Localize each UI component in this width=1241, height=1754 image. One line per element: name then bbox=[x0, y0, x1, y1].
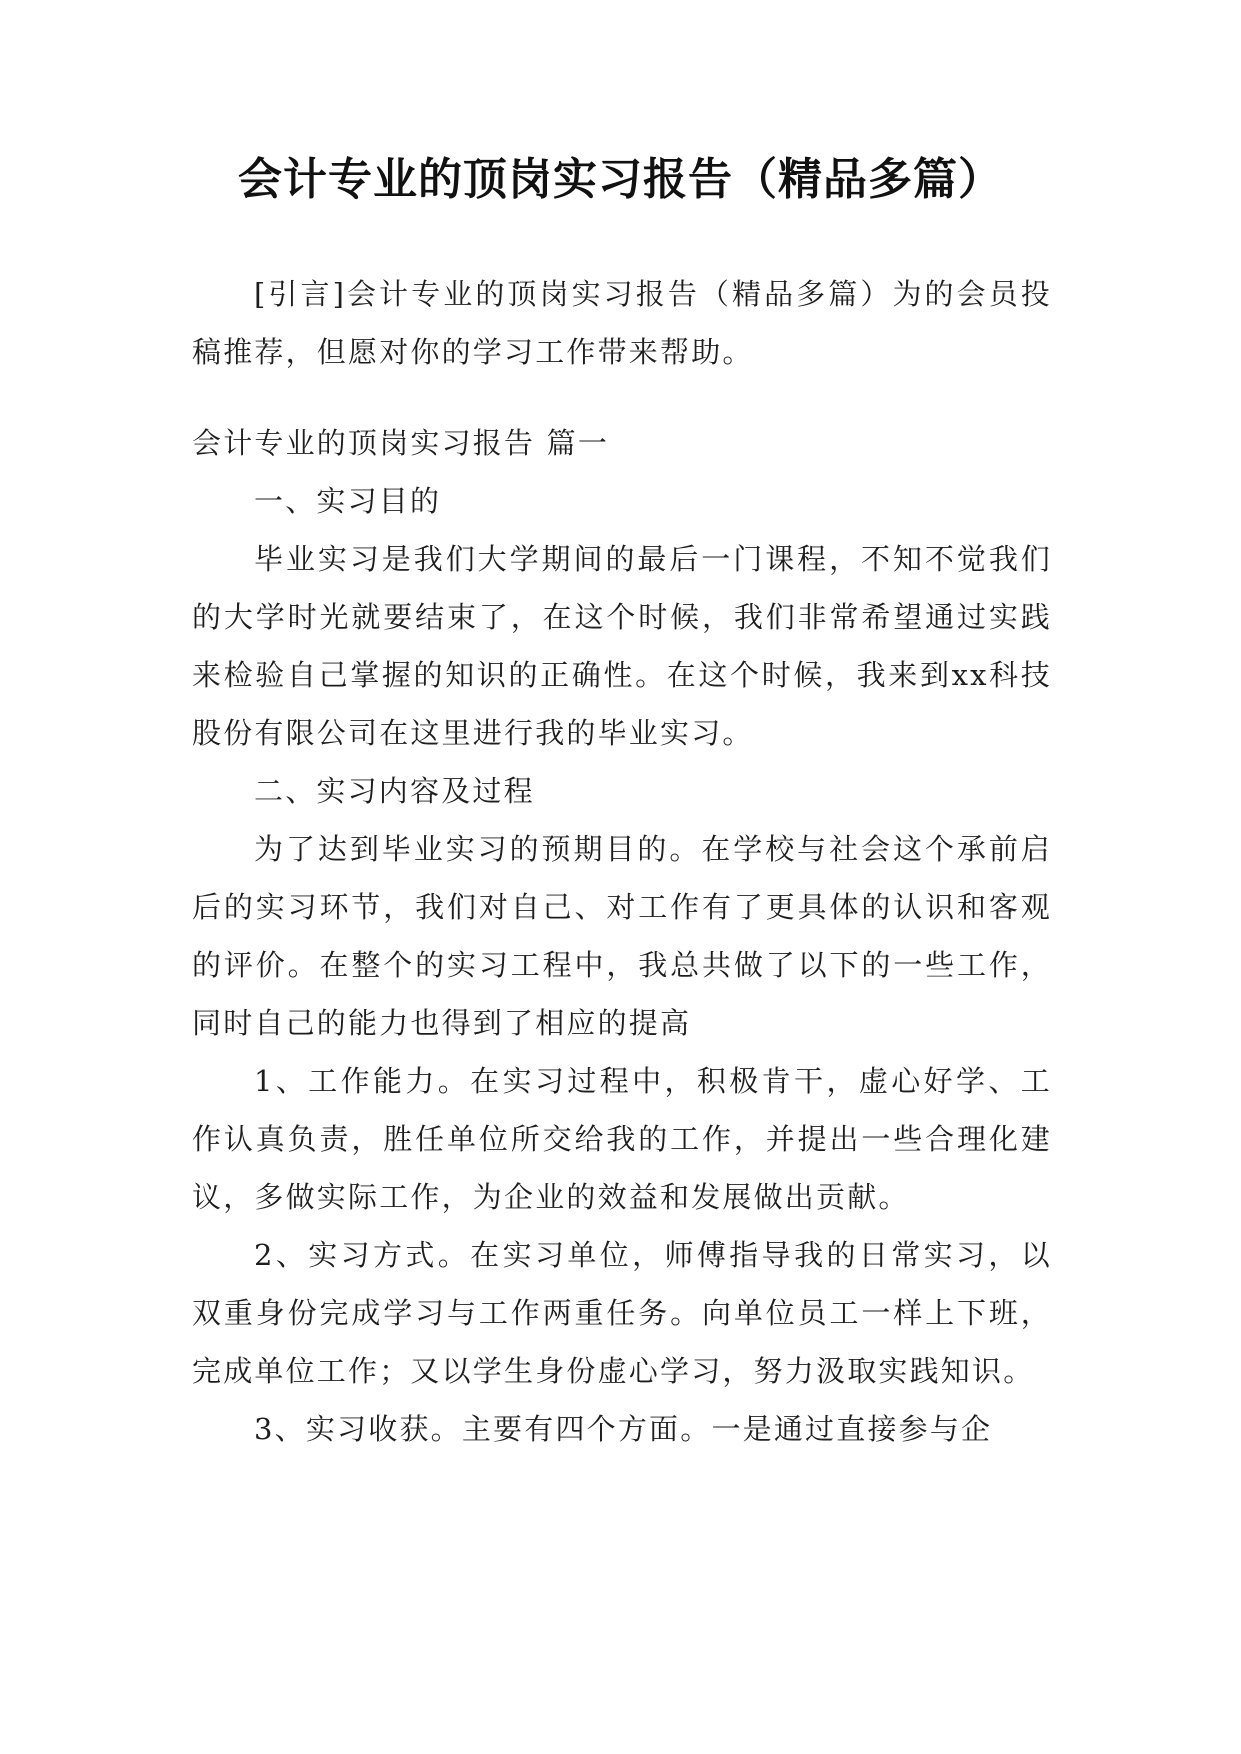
document-title: 会计专业的顶岗实习报告（精品多篇） bbox=[238, 154, 1003, 205]
section-heading: 会计专业的顶岗实习报告 篇一 bbox=[192, 426, 610, 460]
paragraph-harvest: 3、实习收获。主要有四个方面。一是通过直接参与企 bbox=[254, 1412, 993, 1446]
paragraph-content: 为了达到毕业实习的预期目的。在学校与社会这个承前启后的实习环节，我们对自己、对工作有了更具体的认识和客观的评价。在整个的实习工程中，我总共做了以下的一些工作，同时自己的能力也得到了相应的提高 bbox=[192, 832, 1052, 1040]
heading-content: 二、实习内容及过程 bbox=[254, 774, 535, 808]
intro-paragraph: [引言]会计专业的顶岗实习报告（精品多篇）为的会员投稿推荐，但愿对你的学习工作带来帮助。 bbox=[192, 277, 1052, 369]
intro-block bbox=[192, 265, 1052, 381]
paragraph-method: 2、实习方式。在实习单位，师傅指导我的日常实习，以双重身份完成学习与工作两重任务。向单位员工一样上下班，完成单位工作；又以学生身份虚心学习，努力汲取实践知识。 bbox=[192, 1238, 1052, 1388]
section-block bbox=[192, 414, 1052, 1458]
paragraph-purpose: 毕业实习是我们大学期间的最后一门课程，不知不觉我们的大学时光就要结束了，在这个时候，我们非常希望通过实践来检验自己掌握的知识的正确性。在这个时候，我来到xx科技股份有限公司在这里进行我的毕业实习。 bbox=[192, 542, 1052, 750]
paragraph-ability: 1、工作能力。在实习过程中，积极肯干，虚心好学、工作认真负责，胜任单位所交给我的工作，并提出一些合理化建议，多做实际工作，为企业的效益和发展做出贡献。 bbox=[192, 1064, 1052, 1214]
heading-purpose: 一、实习目的 bbox=[254, 484, 442, 518]
